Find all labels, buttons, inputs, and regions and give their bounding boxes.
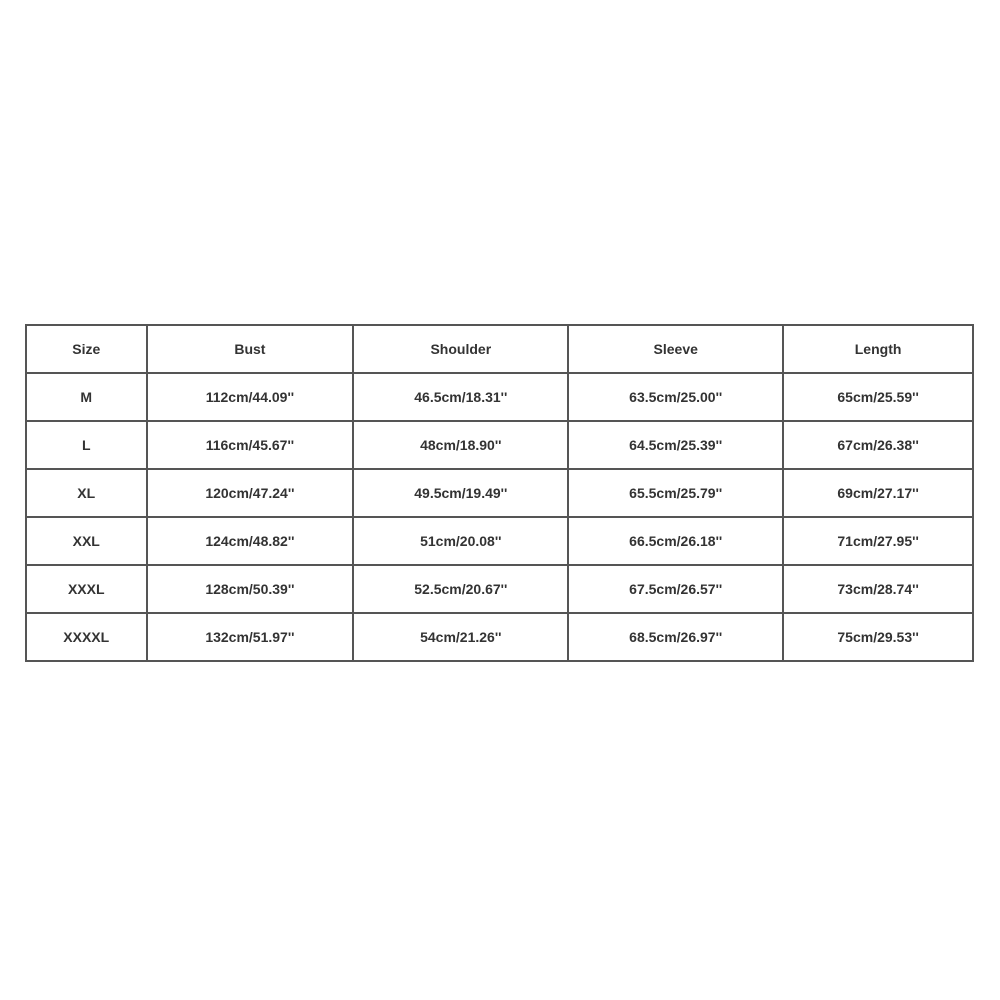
table-row [26, 373, 973, 421]
cell-size: XXXL [26, 565, 147, 613]
cell-bust: 116cm/45.67'' [147, 421, 354, 469]
cell-length: 71cm/27.95'' [783, 517, 973, 565]
cell-shoulder: 54cm/21.26'' [353, 613, 568, 661]
cell-length: 73cm/28.74'' [783, 565, 973, 613]
cell-size: L [26, 421, 147, 469]
cell-sleeve: 64.5cm/25.39'' [568, 421, 783, 469]
cell-size: XL [26, 469, 147, 517]
cell-bust: 132cm/51.97'' [147, 613, 354, 661]
cell-sleeve: 63.5cm/25.00'' [568, 373, 783, 421]
header-shoulder: Shoulder [353, 325, 568, 373]
cell-sleeve: 68.5cm/26.97'' [568, 613, 783, 661]
table-row [26, 613, 973, 661]
table-row [26, 421, 973, 469]
cell-length: 75cm/29.53'' [783, 613, 973, 661]
cell-shoulder: 48cm/18.90'' [353, 421, 568, 469]
cell-sleeve: 66.5cm/26.18'' [568, 517, 783, 565]
table-row [26, 469, 973, 517]
cell-size: M [26, 373, 147, 421]
cell-shoulder: 52.5cm/20.67'' [353, 565, 568, 613]
cell-shoulder: 51cm/20.08'' [353, 517, 568, 565]
cell-sleeve: 67.5cm/26.57'' [568, 565, 783, 613]
header-row [26, 325, 973, 373]
cell-length: 69cm/27.17'' [783, 469, 973, 517]
table-row [26, 517, 973, 565]
cell-shoulder: 49.5cm/19.49'' [353, 469, 568, 517]
cell-bust: 120cm/47.24'' [147, 469, 354, 517]
cell-length: 67cm/26.38'' [783, 421, 973, 469]
cell-length: 65cm/25.59'' [783, 373, 973, 421]
header-sleeve: Sleeve [568, 325, 783, 373]
cell-sleeve: 65.5cm/25.79'' [568, 469, 783, 517]
cell-size: XXL [26, 517, 147, 565]
table-row [26, 565, 973, 613]
cell-shoulder: 46.5cm/18.31'' [353, 373, 568, 421]
cell-bust: 128cm/50.39'' [147, 565, 354, 613]
header-size: Size [26, 325, 147, 373]
size-chart-table [25, 324, 974, 662]
header-bust: Bust [147, 325, 354, 373]
cell-size: XXXXL [26, 613, 147, 661]
header-length: Length [783, 325, 973, 373]
cell-bust: 124cm/48.82'' [147, 517, 354, 565]
cell-bust: 112cm/44.09'' [147, 373, 354, 421]
